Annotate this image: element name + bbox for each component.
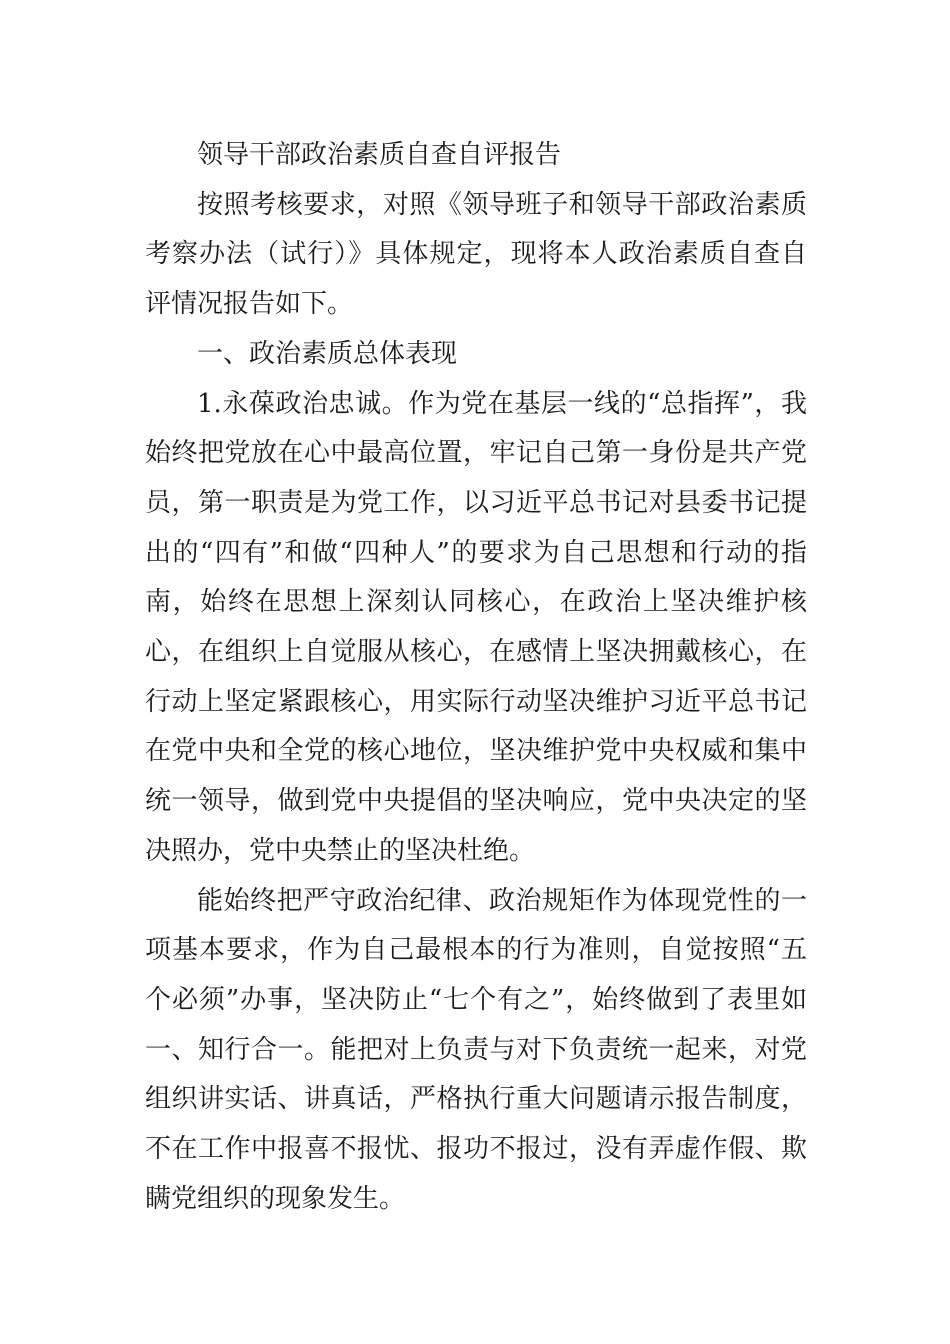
paragraph-political-discipline: 能始终把严守政治纪律、政治规矩作为体现党性的一项基本要求，作为自己最根本的行为准则，自觉按照“五个必须”办事，坚决防止“七个有之”，始终做到了表里如一、知行合一。能把对上负责与对下负责统一起来，对党组织讲实话、讲真话，严格执行重大问题请示报告制度，不在工作中报喜不报忧、报功不报过，没有弄虚作假、欺瞒党组织的现象发生。 — [145, 885, 807, 1214]
document-title: 领导干部政治素质自查自评报告 — [197, 140, 562, 170]
section-heading-1: 一、政治素质总体表现 — [197, 338, 458, 369]
intro-paragraph: 按照考核要求，对照《领导班子和领导干部政治素质考察办法（试行）》具体规定，现将本人政治素质自查自评情况报告如下。 — [145, 189, 807, 320]
document-body — [145, 131, 807, 1224]
paragraph-political-loyalty: 1.永葆政治忠诚。作为党在基层一线的“总指挥”，我始终把党放在心中最高位置，牢记自己第一身份是共产党员，第一职责是为党工作，以习近平总书记对县委书记提出的“四有”和做“四种人”的要求为自己思想和行动的指南，始终在思想上深刻认同核心，在政治上坚决维护核心，在组织上自觉服从核心，在感情上坚决拥戴核心，在行动上坚定紧跟核心，用实际行动坚决维护习近平总书记在党中央和全党的核心地位，坚决维护党中央权威和集中统一领导，做到党中央提倡的坚决响应，党中央决定的坚决照办，党中央禁止的坚决杜绝。 — [145, 388, 807, 866]
